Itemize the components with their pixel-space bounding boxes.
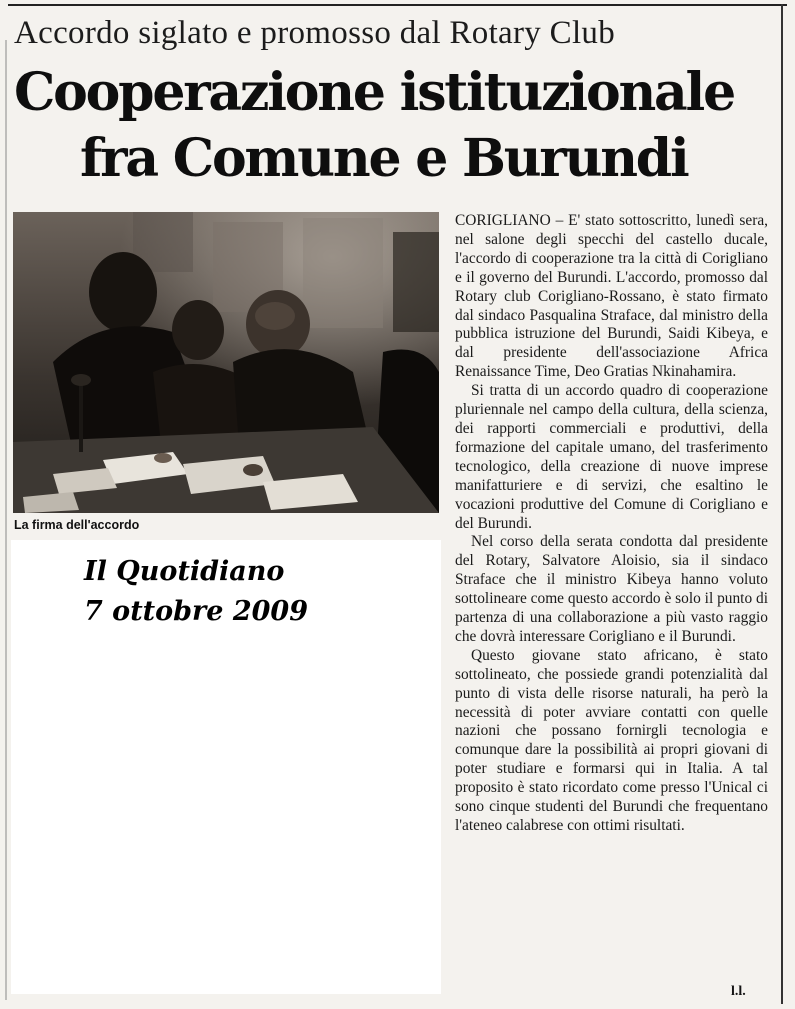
headline-line-2: fra Comune e Burundi xyxy=(80,128,688,189)
signing-photo-image xyxy=(13,212,439,513)
headline-line-1: Cooperazione istituzionale xyxy=(14,62,734,123)
author-initials: l.l. xyxy=(731,984,746,999)
right-column-rule xyxy=(781,4,783,1004)
article-paragraph: Questo giovane stato africano, è stato sottolineato, che possiede grandi potenzialità dal punto di vista delle risorse naturali, ha però la necessità di poter avviare contatti con quelle nazioni che possano fornirgli tecnologia e comunque dare la possibilità ai propri giovani di poter studiare e formarsi qui in Italia. A tal proposito è stato ricordato come presso l'Unical ci sono cinque studenti del Burundi che frequentano l'ateneo calabrese con ottimi risultati. xyxy=(455,646,768,834)
article-body xyxy=(455,212,768,836)
source-annotation xyxy=(84,552,424,632)
article-paragraph: CORIGLIANO – E' stato sottoscritto, lunedì sera, nel salone degli specchi del castello ducale, l'accordo di cooperazione tra la città di Corigliano e il governo del Burundi. L'accordo, promosso dal Rotary club Corigliano-Rossano, è stato firmato dal sindaco Pasqualina Straface, dal ministro della pubblica istruzione del Burundi, Saidi Kibeya, e dal presidente dell'associazione Africa Renaissance Time, Deo Gratias Nkinahamira. xyxy=(455,212,768,381)
kicker: Accordo siglato e promosso dal Rotary Club xyxy=(14,15,616,51)
photo-caption: La firma dell'accordo xyxy=(14,518,140,532)
article-paragraph: Nel corso della serata condotta dal presidente del Rotary, Salvatore Aloisio, sia il sindaco Straface che il ministro Kibeya hanno voluto sottolineare come questo accordo è solo il punto di partenza di una collaborazione a più vasto raggio che dovrà interessare Corigliano e il Burundi. xyxy=(455,533,768,645)
source-newspaper: Il Quotidiano xyxy=(84,556,285,587)
top-border-rule xyxy=(8,4,787,6)
signing-photo xyxy=(13,212,439,513)
left-edge-rule xyxy=(5,40,7,1000)
article-paragraph: Si tratta di un accordo quadro di cooperazione pluriennale nel campo della cultura, della scienza, dei rapporti commerciali e produttivi, della formazione del capitale umano, del trasferimento tecnologico, della creazione di nuove imprese manifatturiere e di servizi, che esaltino le vocazioni produttive del Comune di Corigliano e del Burundi. xyxy=(455,382,768,532)
headline xyxy=(14,60,774,192)
source-date: 7 ottobre 2009 xyxy=(84,596,308,627)
